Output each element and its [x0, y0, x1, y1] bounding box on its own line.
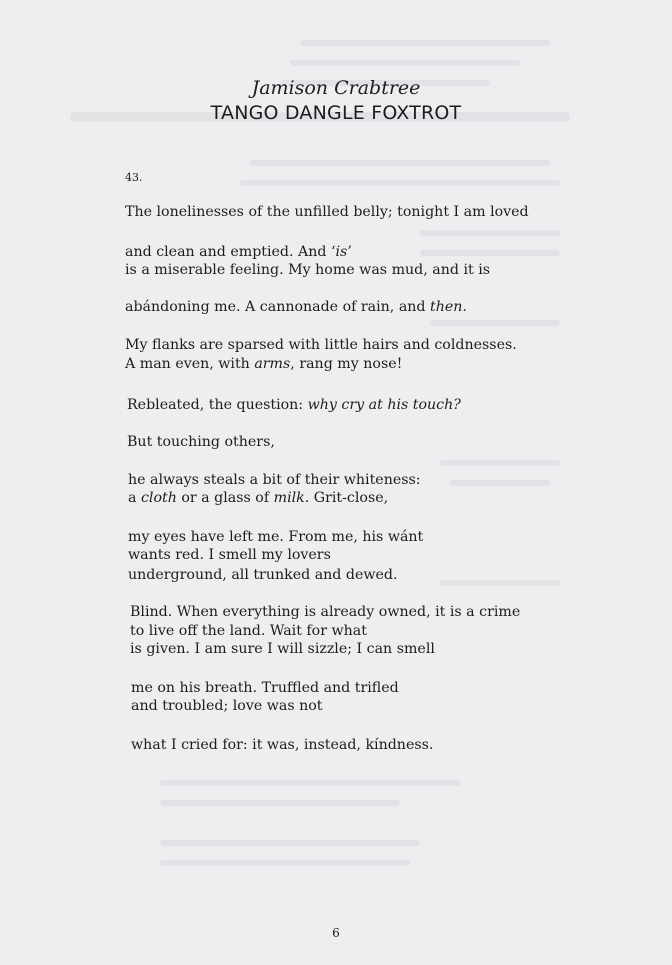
line-text: Blind. When everything is already owned, it is a crime	[130, 604, 521, 620]
poem-line	[128, 471, 421, 490]
line-text: a	[128, 490, 141, 506]
poem-line	[131, 679, 399, 698]
poem-line	[128, 566, 398, 585]
line-text: is a miserable feeling. My home was mud, and it is	[125, 262, 491, 278]
line-text: Rebleated, the question:	[127, 397, 308, 413]
italic-text: is	[335, 244, 348, 260]
line-text: . Grit-close,	[304, 490, 389, 506]
line-text: underground, all trunked and dewed.	[128, 567, 398, 583]
author-name: Jamison Crabtree	[251, 77, 421, 99]
poem-line	[131, 697, 323, 716]
line-text: A man even, with	[125, 356, 255, 372]
italic-text: then.	[430, 299, 467, 315]
line-text: , rang my nose!	[290, 356, 403, 372]
line-text: and troubled; love was not	[131, 698, 323, 714]
poem-line	[125, 243, 352, 262]
line-text: me on his breath. Truffled and trifled	[131, 680, 399, 696]
poem-line	[125, 203, 529, 222]
line-text: what I cried for: it was, instead, kíndness.	[131, 737, 434, 753]
line-text: The lonelinesses of the unfilled belly; tonight I am loved	[125, 204, 529, 220]
poem-line	[125, 336, 517, 355]
line-text: or a glass of	[176, 490, 274, 506]
line-text: to live off the land. Wait for what	[130, 623, 367, 639]
poem-line	[128, 546, 331, 565]
line-text: wants red. I smell my lovers	[128, 547, 331, 563]
line-text: my eyes have left me. From me, his wánt	[128, 529, 424, 545]
italic-text: milk	[273, 490, 305, 506]
poem-line	[125, 261, 490, 280]
poem-line	[130, 603, 520, 622]
line-text: But touching others,	[127, 434, 275, 450]
italic-text: cloth	[140, 490, 177, 506]
poem-number: 43.	[125, 171, 143, 184]
line-text: ’	[347, 244, 352, 260]
poem-line	[125, 355, 402, 374]
line-text: abándoning me. A cannonade of rain, and	[125, 299, 431, 315]
poem-line	[131, 736, 433, 755]
line-text: he always steals a bit of their whiteness:	[128, 472, 421, 488]
poem-line	[130, 640, 435, 659]
poem-line	[125, 298, 467, 317]
line-text: and clean and emptied. And ‘	[125, 244, 336, 260]
poem-title: TANGO DANGLE FOXTROT	[210, 102, 462, 124]
poem-line	[130, 622, 367, 641]
page-number: 6	[332, 926, 340, 940]
poem-line	[127, 396, 461, 415]
line-text: My flanks are sparsed with little hairs and coldnesses.	[125, 337, 517, 353]
line-text: is given. I am sure I will sizzle; I can smell	[130, 641, 435, 657]
poem-line	[128, 528, 423, 547]
poem-line	[127, 433, 275, 452]
italic-text: why cry at his touch?	[307, 397, 461, 413]
italic-text: arms	[254, 356, 291, 372]
poem-line	[128, 489, 388, 508]
